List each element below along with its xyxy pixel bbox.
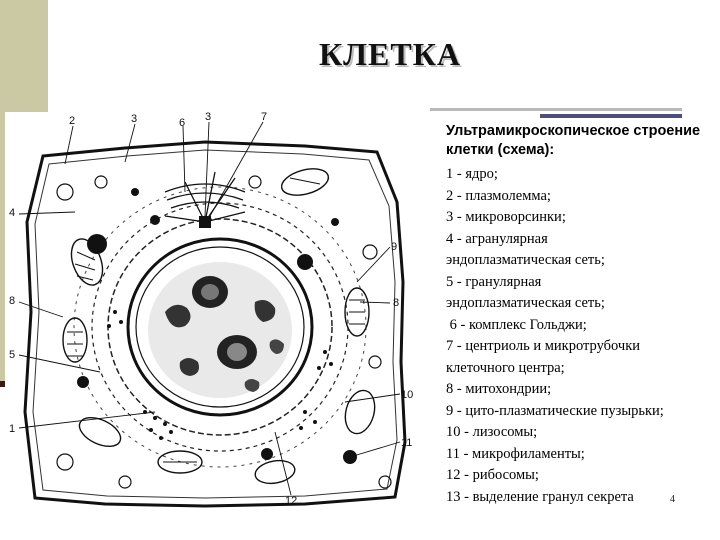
diagram-label: 4 <box>9 207 16 219</box>
legend-item: клеточного центра; <box>446 359 565 376</box>
legend <box>446 122 720 508</box>
diagram-label: 7 <box>261 112 268 123</box>
nucleus <box>128 239 312 415</box>
diagram-label: 2 <box>69 115 76 127</box>
header-rule-dark <box>540 114 682 118</box>
legend-item: 12 - рибосомы; <box>446 467 539 483</box>
legend-item: 3 - микроворсинки; <box>446 209 566 225</box>
legend-item: 8 - митохондрии; <box>446 381 552 397</box>
cell-diagram <box>5 112 430 522</box>
diagram-label: 3 <box>131 113 138 125</box>
legend-item: 13 - выделение гранул секрета <box>446 488 634 505</box>
legend-item: 9 - цито-плазматические пузырьки; <box>446 402 664 419</box>
legend-item: 1 - ядро; <box>446 166 498 182</box>
diagram-label: 5 <box>9 349 16 361</box>
diagram-label: 6 <box>179 117 186 129</box>
cell-diagram-svg <box>5 112 430 522</box>
page-number: 4 <box>670 494 675 505</box>
diagram-label: 3 <box>205 112 212 123</box>
diagram-label: 11 <box>401 437 413 449</box>
diagram-label: 1 <box>9 423 16 435</box>
legend-item: 11 - микрофиламенты; <box>446 445 585 462</box>
legend-item: 6 - комплекс Гольджи; <box>446 316 587 333</box>
legend-item: эндоплазматическая сеть; <box>446 295 605 311</box>
diagram-label: 8 <box>9 295 16 307</box>
slide-title: КЛЕТКА <box>318 36 462 72</box>
diagram-label: 12 <box>285 495 298 507</box>
legend-item: 4 - агранулярная <box>446 230 548 247</box>
diagram-label: 10 <box>401 389 414 401</box>
legend-item: 10 - лизосомы; <box>446 424 538 440</box>
legend-item: 5 - гранулярная <box>446 273 542 290</box>
diagram-label: 8 <box>393 297 400 309</box>
legend-item: 2 - плазмолемма; <box>446 187 551 204</box>
legend-item: эндоплазматическая сеть; <box>446 252 605 268</box>
diagram-label: 9 <box>391 241 398 253</box>
legend-heading: Ультрамикроскопическое строение клетки (схема): <box>446 123 701 158</box>
header-rule-light <box>430 108 682 111</box>
legend-list <box>446 164 720 508</box>
legend-item: 7 - центриоль и микротрубочки <box>446 338 640 354</box>
